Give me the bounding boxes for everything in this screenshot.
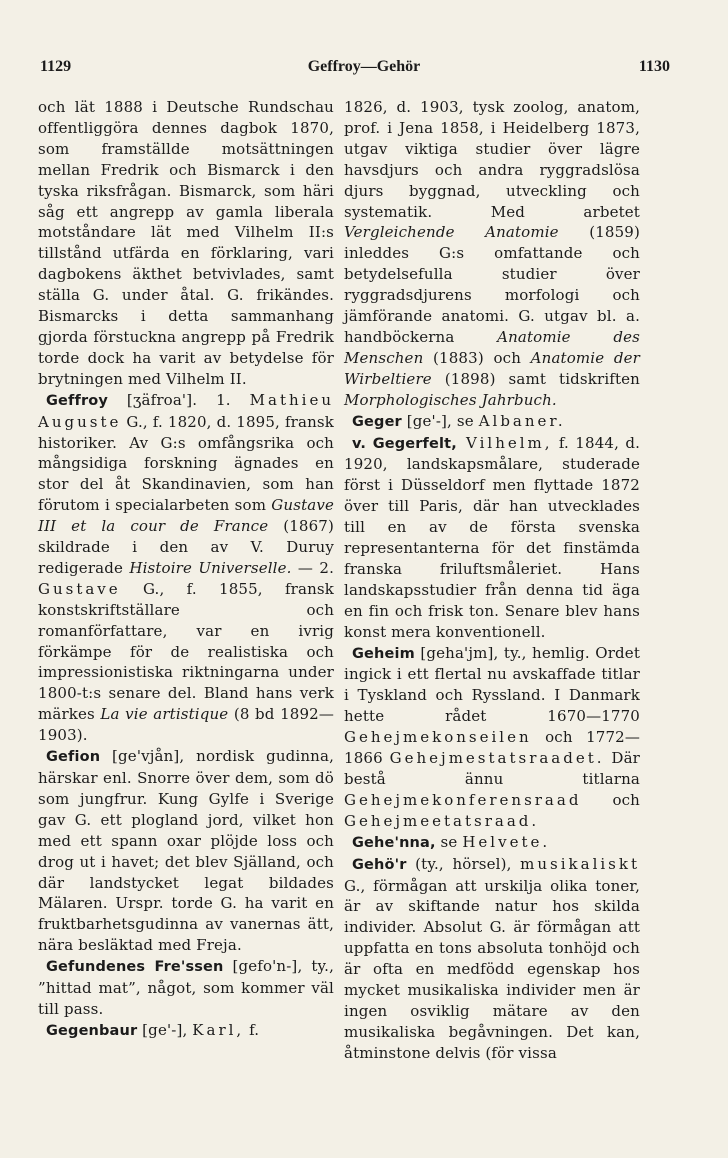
running-title: Geffroy—Gehör xyxy=(307,58,421,75)
entry-text: [geha'jm], ty., hemlig. Ordet ingick i ett flertal nu avskaffade titlar i Tyskland och Ryssland. I Danmark hette rådet 1670—1770 xyxy=(344,643,640,726)
headword-gefion: Gefion xyxy=(46,749,101,766)
gegenbaur-continuation xyxy=(344,97,640,411)
page-number-left: 1129 xyxy=(40,58,72,75)
entry-text: [ge'-], se xyxy=(401,411,479,430)
entry-text: (1859) inleddes G:s omfattande och betydelsefulla studier över ryggradsdjurens morfologi och jämförande anatomi. G. utgav bl. a. handböckerna xyxy=(344,223,640,346)
bismarck-continuation: och lät 1888 i Deutsche Rundschau offentliggöra dennes dagbok 1870, som framställde motsättningen mellan Fredrik och Bismarck i den tyska riksfrågan. Bismarck, som häri såg ett angrepp av gamla liberala motståndare lät med Vilhelm II:s tillstånd utfärda en förklaring, vari dagbokens äkthet betvivlades, samt ställa G. under åtal. G. frikändes. Bismarcks i detta sammanhang gjorda förstuckna angrepp på Fredrik torde dock ha varit av betydelse för brytningen med Vilhelm II. xyxy=(38,98,334,388)
person-name: Karl, xyxy=(192,1020,245,1039)
person-name: Gustave xyxy=(38,579,121,598)
entry-text: (1883) och xyxy=(423,348,531,367)
work-title: Vergleichende Anatomie xyxy=(344,223,559,242)
entry-text: G., f. 1855, fransk konstskriftställare och romanförfattare, var en ivrig förkämpe för de realistiska och impressionistiska riktningarna under 1800-t:s senare del. Bland hans verk märkes xyxy=(38,579,334,724)
work-title: Gustave III et la cour de France xyxy=(38,496,334,536)
entry-text: se xyxy=(435,832,463,851)
person-name: Vilhelm, xyxy=(456,433,553,452)
headword-geheim: Geheim xyxy=(352,645,415,662)
headword-gefundenes-fressen: Gefundenes Fre'ssen xyxy=(46,959,224,976)
entry-text: f. 1844, d. 1920, landskapsmålare, studerade först i Düsseldorf men flyttade 1872 över till Paris, där han utvecklades till en av de första svenska representanterna för det finstämda franska friluftsmåleriet. Hans landskapsstudier från denna tid äga en fin och frisk ton. Senare blev hans konst mera konventionell. xyxy=(344,433,641,641)
entry-gefion xyxy=(38,746,334,956)
entry-text: — 2. xyxy=(291,558,334,577)
work-title: La vie artistique xyxy=(100,705,229,724)
entry-geffroy xyxy=(38,390,334,746)
entry-text: [ʒäfroa']. 1. xyxy=(107,390,250,409)
work-title: Morphologisches Jahrbuch. xyxy=(344,390,557,409)
entry-geger xyxy=(344,411,640,433)
work-title: Anatomie der Wirbeltiere xyxy=(344,348,640,388)
entry-gehor xyxy=(344,854,640,1064)
cross-reference: Helvete. xyxy=(462,832,551,851)
title-term: Gehejmekonferensraad xyxy=(344,790,582,809)
headword-gegenbaur: Gegenbaur xyxy=(46,1022,138,1039)
entry-gegenbaur xyxy=(38,1020,334,1042)
entry-text: och 1772—1866 xyxy=(344,728,640,768)
page-header xyxy=(0,58,728,82)
title-term: Gehejmekonseilen xyxy=(344,728,532,747)
entry-text: (1867) skildrade i den av V. Duruy redigerade xyxy=(38,517,335,577)
entry-text: [ge'vjån], nordisk gudinna, härskar enl. Snorre över dem, som dö som jungfrur. Kung Gylfe i Sverige gav G. ett plogland jord, vilket hon med ett spann oxar plöjde loss och drog ut i havet; det blev Själland, och där landstycket legat bildades Mälaren. Urspr. torde G. ha varit en fruktbarhetsgudinna av vanernas ätt, nära besläktad med Freja. xyxy=(38,747,334,955)
entry-text: och xyxy=(581,790,640,809)
headword-gegerfelt: v. Gegerfelt, xyxy=(352,435,457,452)
headword-gehor: Gehö'r xyxy=(352,856,407,873)
person-name: Mathieu Auguste xyxy=(38,390,334,431)
title-term: Gehejmestatsraadet. xyxy=(389,749,605,768)
left-column xyxy=(38,97,334,1042)
entry-geheim xyxy=(344,643,640,832)
entry-text: [gefo'n-], ty., ”hittad mat”, något, som kommer väl till pass. xyxy=(38,957,334,1018)
work-title: Anatomie des Menschen xyxy=(344,327,640,367)
entry-gehenna xyxy=(344,832,640,854)
term: musikaliskt xyxy=(520,854,640,873)
entry-text: Där bestå ännu titlarna xyxy=(344,749,640,788)
entry-text: (1898) samt tidskriften xyxy=(431,369,640,388)
entry-text: [ge'-], xyxy=(137,1020,193,1039)
page-number-right: 1130 xyxy=(638,58,670,75)
entry-text: G., f. 1820, d. 1895, fransk historiker. Av G:s omfångsrika och mångsidiga forskning ägnades en stor del åt Skandinavien, som han förutom i specialarbeten som xyxy=(38,412,334,515)
headword-gehenna: Gehe'nna, xyxy=(352,834,436,851)
entry-text: f. xyxy=(244,1020,260,1039)
entry-text: 1826, d. 1903, tysk zoolog, anatom, prof. i Jena 1858, i Heidelberg 1873, utgav viktiga studier över lägre havsdjurs och andra ryggradslösa djurs byggnad, utveckling och systematik. Med arbetet xyxy=(344,98,640,221)
entry-text: (ty., hörsel), xyxy=(406,854,521,873)
entry-gefundenes-fressen xyxy=(38,956,334,1020)
entry-text: (8 bd 1892—1903). xyxy=(38,705,334,745)
work-title: Histoire Universelle. xyxy=(129,558,292,577)
cross-reference: Albaner. xyxy=(478,411,566,430)
headword-geger: Geger xyxy=(352,413,402,430)
entry-text: G., förmågan att urskilja olika toner, är av skiftande natur hos skilda individer. Absolut G. är förmågan att uppfatta en tons absoluta tonhöjd och är ofta en medfödd egenskap hos mycket musikaliska individer men är ingen osviklig mätare av den musikaliska begåvningen. Det kan, åtminstone delvis (för vissa xyxy=(344,876,640,1062)
headword-geffroy: Geffroy xyxy=(46,392,108,409)
title-term: Gehejmeetatsraad. xyxy=(344,811,540,830)
right-column xyxy=(344,97,640,1064)
entry-gegerfelt xyxy=(344,433,640,643)
